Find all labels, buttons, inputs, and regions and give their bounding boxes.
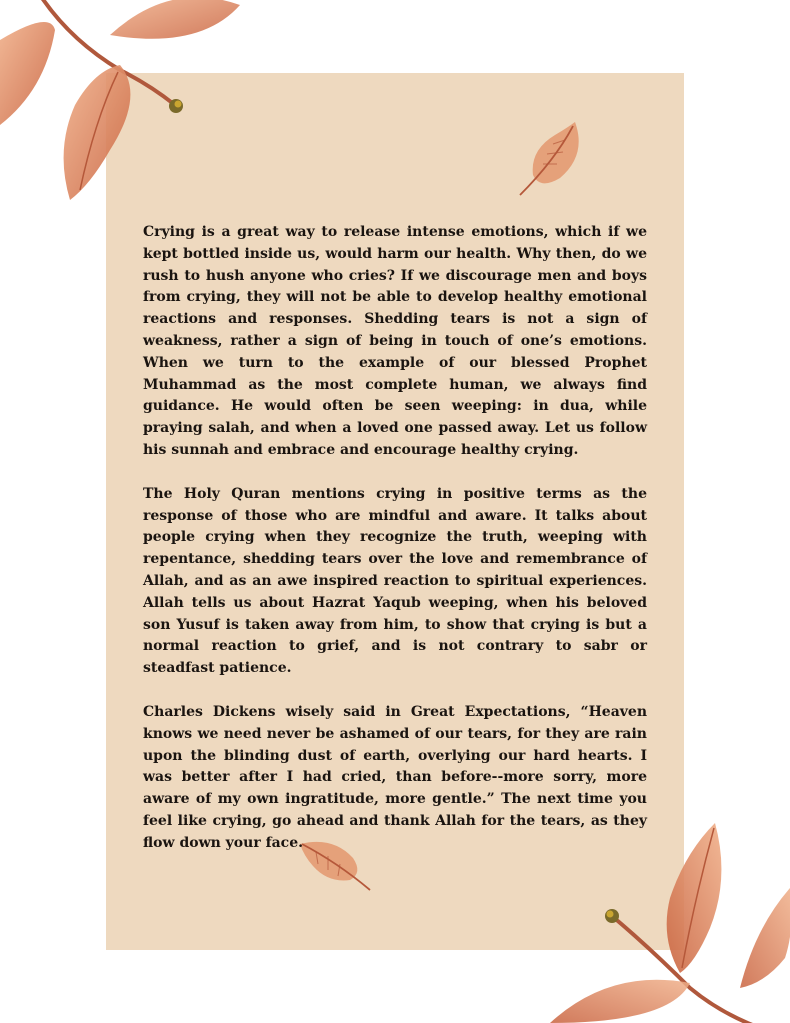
leaf-icon (0, 22, 55, 125)
leaf-icon (110, 0, 240, 39)
leaf-icon (740, 888, 790, 988)
paragraph: The Holy Quran mentions crying in positive terms as the response of those who are mindful and aware. It talks about people crying when they recognize the truth, weeping with repentance, shedding tears over the love and remembrance of Allah, and as an awe inspired reaction to spiritual experiences. Allah tells us about Hazrat Yaqub weeping, when his beloved son Yusuf is taken away from him, to show that crying is but a normal reaction to grief, and is not contrary to sabr or steadfast patience. (143, 485, 647, 677)
top-left-branch-decoration (0, 0, 260, 210)
leaf-icon (64, 65, 131, 200)
small-leaf-decoration-top (515, 120, 585, 200)
leaf-icon (667, 823, 722, 973)
article-body (143, 222, 647, 877)
leaf-icon (550, 980, 690, 1023)
paragraph: Crying is a great way to release intense emotions, which if we kept bottled inside us, would harm our health. Why then, do we rush to hush anyone who cries? If we discourage men and boys from crying, they will not be able to develop healthy emotional reactions and responses. Shedding tears is not a sign of weakness, rather a sign of being in touch of one’s emotions. When we turn to the example of our blessed Prophet Muhammad as the most complete human, we always find guidance. He would often be seen weeping: in dua, while praying salah, and when a loved one passed away. Let us follow his sunnah and embrace and encourage healthy crying. (143, 224, 647, 458)
paragraph: Charles Dickens wisely said in Great Expectations, “Heaven knows we need never be ashamed of our tears, for they are rain upon the blinding dust of earth, overlying our hard hearts. I was better after I had cried, than before--more sorry, more aware of my own ingratitude, more gentle.” The next time you feel like crying, go ahead and thank Allah for the tears, as they flow down your face. (143, 703, 647, 851)
